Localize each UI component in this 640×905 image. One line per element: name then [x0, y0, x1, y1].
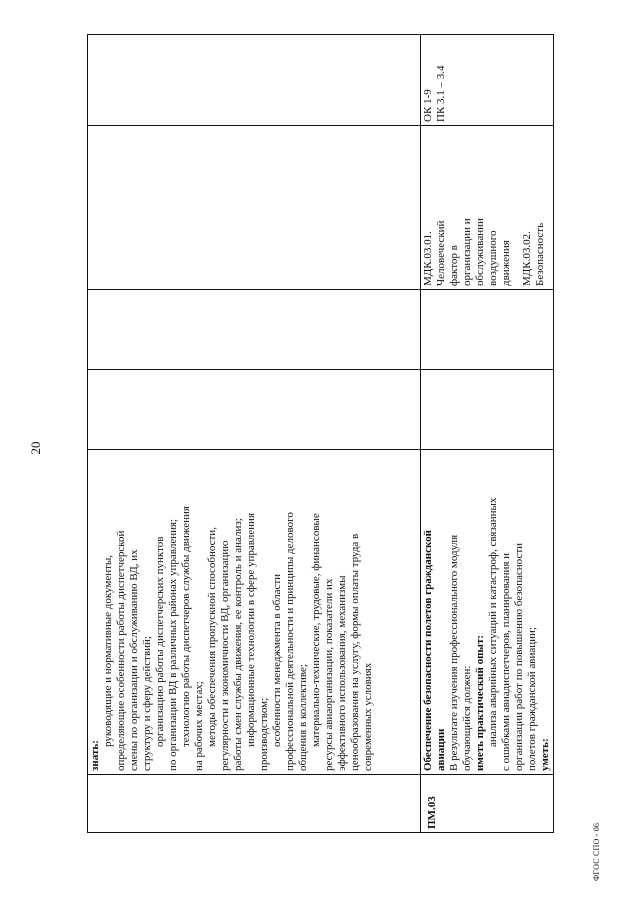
competency-line: ОК 1-9: [422, 89, 434, 122]
description-line: ресурсы авиаорганизации, показатели их: [323, 578, 335, 771]
description-line: В результате изучения профессионального модуля: [448, 534, 460, 771]
description-line: производством;: [258, 697, 270, 771]
description-line: определяющие особенности работы диспетчерской: [115, 530, 127, 771]
hours-cell: [88, 290, 421, 370]
description-line: смены по организации и обслуживанию ВД, их: [128, 549, 140, 771]
description-line: с ошибками авиадиспетчеров, планирования и: [500, 552, 512, 771]
description-line: современных условиях: [362, 662, 374, 771]
description-line: профессиональной деятельности и принципы делового: [284, 512, 296, 771]
description-line: знать:: [89, 740, 101, 771]
table-row: [88, 35, 421, 833]
description-line: структуру и сферу действий;: [141, 636, 153, 771]
competencies-cell: [421, 35, 554, 126]
mdk-line: МДК.03.02.: [521, 231, 533, 286]
module-code-cell: [88, 775, 421, 833]
hours-cell: [421, 370, 554, 450]
description-line: Обеспечение безопасности полетов гражданской: [422, 529, 434, 771]
description-text: [89, 453, 375, 771]
description-line: анализа аварийных ситуаций и катастроф, связанных: [487, 497, 499, 747]
competencies-cell: [88, 35, 421, 126]
description-line: полетов гражданской авиации;: [526, 627, 538, 771]
table-row: [421, 35, 554, 833]
description-line: на рабочих местах;: [193, 681, 205, 771]
description-line: работы смен службы движения, ее контроль и анализ;: [232, 518, 244, 771]
module-code-cell: ПМ.03: [421, 775, 554, 833]
mdk-line: обслуживании: [474, 218, 486, 286]
mdk-line: Безопасность: [534, 222, 546, 286]
description-text: [422, 453, 552, 771]
description-line: особенности менеджмента в области: [271, 573, 283, 747]
mdk-line: движения: [500, 240, 512, 286]
description-line: руководящие и нормативные документы,: [102, 554, 114, 747]
mdk-list: [422, 129, 547, 286]
mdk-cell: [88, 126, 421, 290]
footer-code: ФГОС СПО - 06: [592, 822, 601, 881]
description-line: авиации: [435, 728, 447, 771]
description-line: уметь:: [539, 738, 551, 771]
page-number: 20: [28, 441, 43, 455]
hours-cell: [421, 290, 554, 370]
mdk-line: фактор в: [448, 245, 460, 286]
description-line: общения в коллективе;: [297, 664, 309, 771]
description-cell: [88, 450, 421, 775]
description-line: технологию работы диспетчеров службы движения: [180, 506, 192, 747]
hours-cell: [88, 370, 421, 450]
description-line: иметь практический опыт:: [474, 634, 486, 771]
mdk-line: МДК.03.01.: [422, 231, 434, 286]
mdk-line: воздушного: [487, 230, 499, 286]
competency-line: ПК 3.1 – 3.4: [435, 65, 447, 122]
description-line: эффективного использования, механизмы: [336, 575, 348, 771]
description-line: ценообразования на услугу, формы оплаты труда в: [349, 533, 361, 771]
description-line: информационные технологии в сфере управления: [245, 512, 257, 747]
description-line: обучающийся должен:: [461, 665, 473, 771]
description-line: регулярности и экономичности ВД, организацию: [219, 540, 231, 771]
description-line: организацию работы диспетчерских пунктов: [154, 536, 166, 747]
description-line: по организации ВД в различных районах управления;: [167, 518, 179, 771]
description-line: материально-технические, трудовые, финансовые: [310, 513, 322, 747]
mdk-line: организации и: [461, 218, 473, 286]
module-table: [87, 34, 554, 833]
description-line: методы обеспечения пропускной способности,: [206, 527, 218, 747]
mdk-cell: [421, 126, 554, 290]
mdk-line: Человеческий: [435, 220, 447, 286]
competencies-list: [422, 38, 448, 122]
mdk-line: [513, 129, 521, 286]
description-cell: [421, 450, 554, 775]
description-line: организации работ по повышению безопасности: [513, 542, 525, 771]
